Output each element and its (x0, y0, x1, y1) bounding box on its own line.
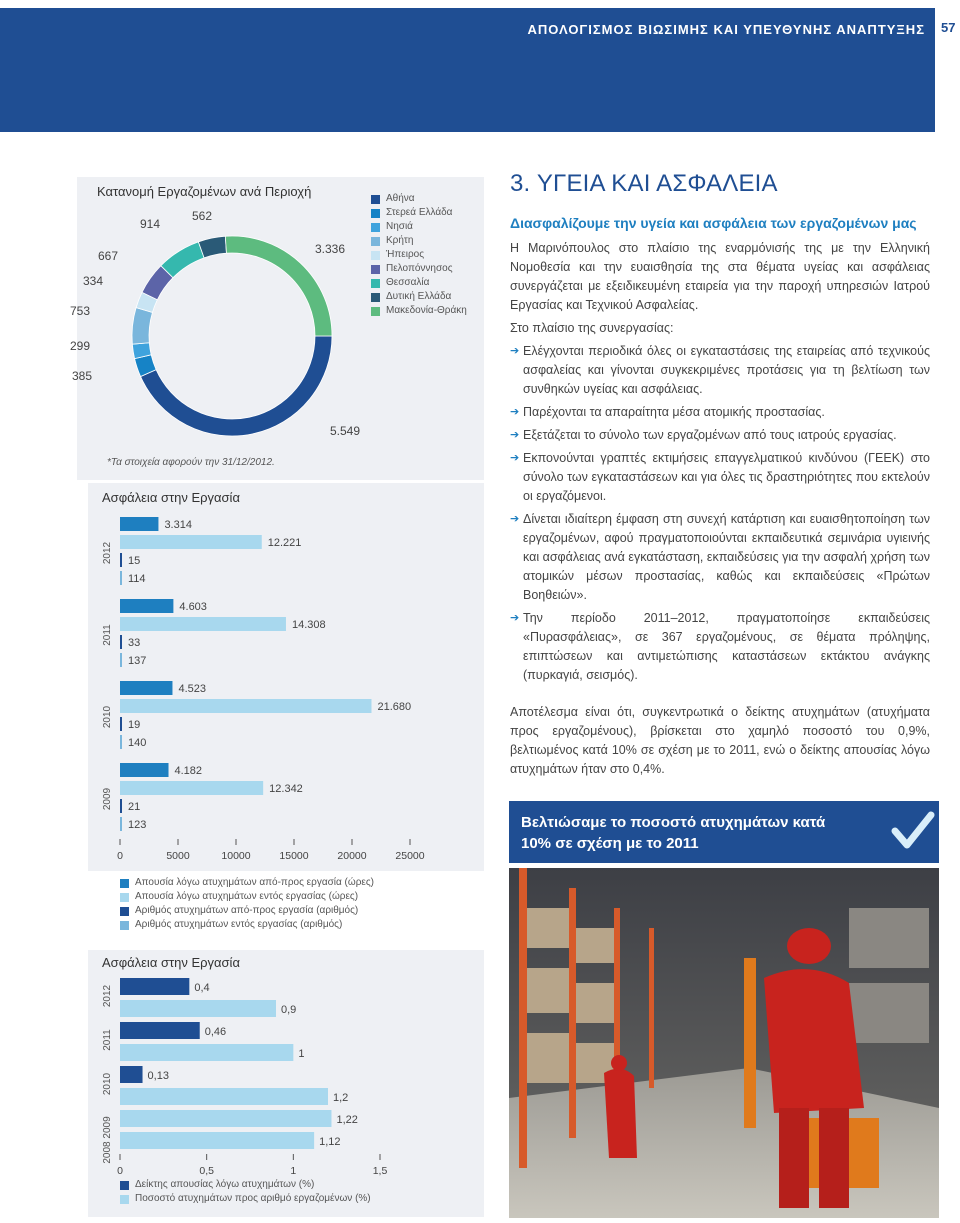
donut-slice-1 (141, 336, 332, 436)
rate-bar (120, 1000, 276, 1017)
rate-year-label: 2010 (102, 1072, 113, 1096)
donut-legend-swatch (371, 223, 380, 232)
donut-note: *Τα στοιχεία αφορούν την 31/12/2012. (107, 457, 275, 468)
safety-title: Ασφάλεια στην Εργασία (102, 490, 240, 505)
safety-tick-label: 15000 (279, 850, 309, 862)
safety-legend-label: Απουσία λόγω ατυχημάτων εντός εργασίας (ώρες) (135, 891, 359, 902)
donut-legend-swatch (371, 251, 380, 260)
safety-year-label: 2011 (102, 624, 113, 646)
bullet-text: Ελέγχονται περιοδικά όλες οι εγκαταστάσεις της εταιρείας από τεχνικούς ασφαλείας και γίνονται συγκεκριμένες προτάσεις για τη βελτίωση των συνθηκών υγείας και ασφάλειας. (523, 344, 930, 396)
donut-legend-item (371, 206, 467, 220)
safety-bar (120, 635, 122, 649)
donut-legend-item (371, 220, 467, 234)
lead-paragraph: Στο πλαίσιο της συνεργασίας: (510, 321, 674, 335)
donut-legend-swatch (371, 195, 380, 204)
safety-bar-label: 12.221 (267, 537, 302, 549)
rate-legend-swatch (120, 1195, 129, 1204)
rate-tick-label: 0 (117, 1165, 123, 1177)
safety-bar-label: 21 (128, 801, 141, 813)
rate-bar-label: 0,13 (147, 1070, 169, 1082)
donut-value-label: 5.549 (330, 424, 361, 438)
result-paragraph: Αποτέλεσμα είναι ότι, συγκεντρωτικά ο δείκτης ατυχημάτων (ατυχήματα προς εργαζομένους), βρίσκεται στο χαμηλό ποσοστό του 0,9%, βελτιωμένος κατά 10% σε σχέση με το 2011, ενώ ο δείκτης απουσίας λόγω ατυχημάτων ήταν στο 0,4%. (510, 705, 930, 776)
arrow-right-icon: ➔ (510, 406, 520, 418)
rate-legend-item (120, 1192, 371, 1206)
rate-bar (120, 1110, 331, 1127)
safety-tick-label: 10000 (221, 850, 251, 862)
safety-tick-label: 0 (117, 850, 123, 862)
safety-bar-label: 4.182 (174, 765, 203, 777)
donut-legend-swatch (371, 265, 380, 274)
safety-legend-label: Αριθμός ατυχημάτων από-προς εργασία (αριθμός) (135, 905, 359, 916)
rate-legend-label: Ποσοστό ατυχημάτων προς αριθμό εργαζομένων (%) (135, 1193, 371, 1204)
donut-legend-swatch (371, 307, 380, 316)
safety-bar (120, 653, 122, 667)
bullet-text: Παρέχονται τα απαραίτητα μέσα ατομικής προστασίας. (523, 405, 825, 419)
rate-bar (120, 978, 189, 995)
rate-legend (120, 1178, 371, 1206)
safety-tick-label: 20000 (337, 850, 367, 862)
donut-value-label: 3.336 (315, 242, 346, 256)
warehouse-photo (509, 868, 939, 1218)
rate-bar-label: 1,22 (336, 1114, 358, 1126)
donut-legend-label: Στερεά Ελλάδα (386, 207, 453, 218)
rate-tick-label: 0,5 (199, 1165, 214, 1177)
donut-legend-swatch (371, 293, 380, 302)
rate-title: Ασφάλεια στην Εργασία (102, 955, 240, 970)
safety-bar (120, 553, 122, 567)
donut-legend-label: Ήπειρος (386, 249, 425, 260)
donut-value-label: 914 (139, 217, 160, 231)
safety-legend-label: Αριθμός ατυχημάτων εντός εργασίας (αριθμός) (135, 919, 343, 930)
safety-bar-label: 123 (128, 819, 147, 831)
donut-value-label: 753 (69, 304, 90, 318)
safety-bar (120, 781, 263, 795)
callout-box (509, 801, 939, 863)
donut-legend-label: Πελοπόννησος (386, 263, 453, 274)
safety-bar-label: 15 (128, 555, 141, 567)
safety-bar-label: 12.342 (269, 783, 303, 795)
donut-legend-label: Θεσσαλία (386, 277, 430, 288)
donut-legend-item (371, 248, 467, 262)
safety-tick-label: 25000 (395, 850, 425, 862)
safety-bar-label: 19 (128, 719, 141, 731)
donut-value-label: 385 (71, 369, 92, 383)
safety-year-label: 2010 (102, 705, 113, 729)
bullet-text: Την περίοδο 2011–2012, πραγματοποίησε εκπαιδεύσεις «Πυρασφάλειας», σε 367 εργαζομένους, σε θέματα πρόληψης, επιπτώσεων και αντιμετώπισης καταστάσεων εκτάκτου ανάγκης (πυρκαγιά, σεισμός). (523, 611, 930, 682)
safety-bar-label: 4.523 (178, 683, 206, 695)
safety-legend-label: Απουσία λόγω ατυχημάτων από-προς εργασία (ώρες) (135, 877, 374, 888)
donut-legend-swatch (371, 209, 380, 218)
rate-year-label: 2012 (102, 984, 113, 1008)
bullet-item (510, 426, 930, 445)
rate-bar-label: 1,2 (333, 1092, 349, 1104)
donut-legend-item (371, 304, 467, 318)
section-title: 3. ΥΓΕΙΑ ΚΑΙ ΑΣΦΑΛΕΙΑ (510, 170, 778, 197)
safety-legend-item (120, 890, 374, 904)
page-number: 57 (941, 20, 956, 35)
safety-bar (120, 599, 173, 613)
donut-value-label: 562 (191, 209, 212, 223)
checkmark-icon (887, 801, 939, 863)
arrow-right-icon: ➔ (510, 452, 520, 464)
rate-bar-label: 1 (298, 1048, 305, 1060)
safety-bar-label: 3.314 (164, 519, 192, 531)
safety-year-label: 2009 (102, 787, 113, 811)
bullet-item (510, 449, 930, 506)
donut-legend-label: Δυτική Ελλάδα (386, 291, 452, 302)
safety-legend-swatch (120, 879, 129, 888)
rate-bar-label: 0,46 (204, 1026, 227, 1038)
bullet-text: Εκπονούνται γραπτές εκτιμήσεις επαγγελματικού κινδύνου (ΓΕΕΚ) στο σύνολο των εγκαταστάσεων και για όλες τις δραστηριότητες που εκτελούν οι εργαζόμενοι. (523, 451, 930, 503)
safety-year-label: 2012 (102, 541, 113, 565)
safety-bar (120, 517, 158, 531)
bullet-text: Εξετάζεται το σύνολο των εργαζομένων από τους ιατρούς εργασίας. (523, 428, 897, 442)
rate-bar (120, 1088, 328, 1105)
safety-bar (120, 799, 122, 813)
safety-legend-swatch (120, 921, 129, 930)
callout-text (521, 812, 825, 854)
safety-bar (120, 817, 122, 831)
donut-slice-4 (132, 308, 152, 345)
donut-legend-swatch (371, 279, 380, 288)
arrow-right-icon: ➔ (510, 612, 520, 624)
intro-paragraph: Η Μαρινόπουλος στο πλαίσιο της εναρμόνισής της με την Ελληνική Νομοθεσία και την ευαισθησία της στα θέματα υγείας και ασφάλειας συνεργάζεται με εξειδικευμένη εταιρεία για την παροχή υπηρεσιών Ιατρού Εργασίας και Τεχνικού Ασφαλείας. (510, 241, 930, 312)
safety-legend-item (120, 918, 374, 932)
donut-legend-label: Κρήτη (386, 235, 414, 246)
donut-legend-item (371, 276, 467, 290)
rate-bar (120, 1044, 293, 1061)
rate-legend-swatch (120, 1181, 129, 1190)
bullet-item (510, 609, 930, 685)
safety-legend-item (120, 876, 374, 890)
safety-legend-swatch (120, 893, 129, 902)
donut-value-label: 667 (97, 249, 118, 263)
safety-bar (120, 571, 122, 585)
donut-slice-7 (161, 242, 204, 278)
rate-bar-label: 0,9 (281, 1004, 297, 1016)
bullet-item (510, 342, 930, 399)
donut-legend-label: Νησιά (386, 221, 413, 232)
rate-legend-label: Δείκτης απουσίας λόγω ατυχημάτων (%) (135, 1179, 315, 1190)
safety-bar-label: 33 (128, 637, 141, 649)
bullet-item (510, 403, 930, 422)
donut-slice-8 (198, 236, 226, 258)
arrow-right-icon: ➔ (510, 513, 520, 525)
donut-legend-item (371, 192, 467, 206)
donut-legend (371, 192, 467, 318)
safety-legend (120, 876, 374, 932)
rate-year-label: 2008 2009 (102, 1116, 113, 1164)
rate-bar-label: 1,12 (319, 1136, 341, 1148)
header-title: ΑΠΟΛΟΓΙΣΜΟΣ ΒΙΩΣΙΜΗΣ ΚΑΙ ΥΠΕΥΘΥΝΗΣ ΑΝΑΠΤΥΞΗΣ (527, 22, 925, 37)
donut-value-label: 299 (69, 339, 90, 353)
donut-legend-item (371, 234, 467, 248)
rate-bar (120, 1022, 200, 1039)
callout-line-2: 10% σε σχέση με το 2011 (521, 835, 699, 852)
rate-bar (120, 1066, 143, 1083)
donut-legend-label: Αθήνα (386, 193, 415, 204)
bullet-text: Δίνεται ιδιαίτερη έμφαση στη συνεχή κατάρτιση και ευαισθητοποίηση των εργαζομένων, αφού πραγματοποιούνται εκπαιδευτικά σεμινάρια υγιεινής και ασφάλειας ανά εγκατάσταση, εκπαιδεύσεις για την ασφαλή χρήση των ατομικών μέσων προστασίας, καθώς και εκπαιδεύσεις «Πρώτων Βοηθειών». (523, 512, 930, 602)
safety-bar-label: 140 (128, 737, 147, 749)
donut-legend-item (371, 290, 467, 304)
donut-value-label: 334 (82, 274, 103, 288)
bullet-item (510, 510, 930, 605)
header-banner (0, 8, 935, 132)
safety-bar (120, 735, 122, 749)
article-subtitle: Διασφαλίζουμε την υγεία και ασφάλεια των εργαζομένων μας (510, 215, 917, 231)
arrow-right-icon: ➔ (510, 345, 520, 357)
arrow-right-icon: ➔ (510, 429, 520, 441)
donut-title: Κατανομή Εργαζομένων ανά Περιοχή (97, 184, 312, 199)
safety-bar-chart (88, 505, 488, 885)
rate-year-label: 2011 (102, 1029, 113, 1051)
safety-legend-swatch (120, 907, 129, 916)
safety-bar (120, 699, 371, 713)
bullet-list (510, 342, 930, 685)
rate-bar (120, 1132, 314, 1149)
callout-line-1: Βελτιώσαμε το ποσοστό ατυχημάτων κατά (521, 814, 826, 831)
safety-bar (120, 535, 262, 549)
safety-bar-label: 14.308 (291, 619, 326, 631)
rate-tick-label: 1 (290, 1165, 297, 1177)
safety-legend-item (120, 904, 374, 918)
safety-bar (120, 717, 122, 731)
donut-legend-swatch (371, 237, 380, 246)
safety-bar-label: 137 (128, 655, 147, 667)
donut-legend-label: Μακεδονία-Θράκη (386, 305, 467, 316)
safety-tick-label: 5000 (166, 850, 190, 862)
rate-bar-label: 0,4 (194, 982, 210, 994)
safety-bar-label: 114 (128, 573, 146, 585)
safety-bar (120, 617, 286, 631)
rate-tick-label: 1,5 (372, 1165, 388, 1177)
donut-legend-item (371, 262, 467, 276)
rate-bar-chart (88, 970, 488, 1180)
safety-bar-label: 21.680 (377, 701, 412, 713)
safety-bar (120, 681, 172, 695)
rate-legend-item (120, 1178, 371, 1192)
article (510, 170, 930, 779)
safety-bar (120, 763, 169, 777)
safety-bar-label: 4.603 (179, 601, 207, 613)
